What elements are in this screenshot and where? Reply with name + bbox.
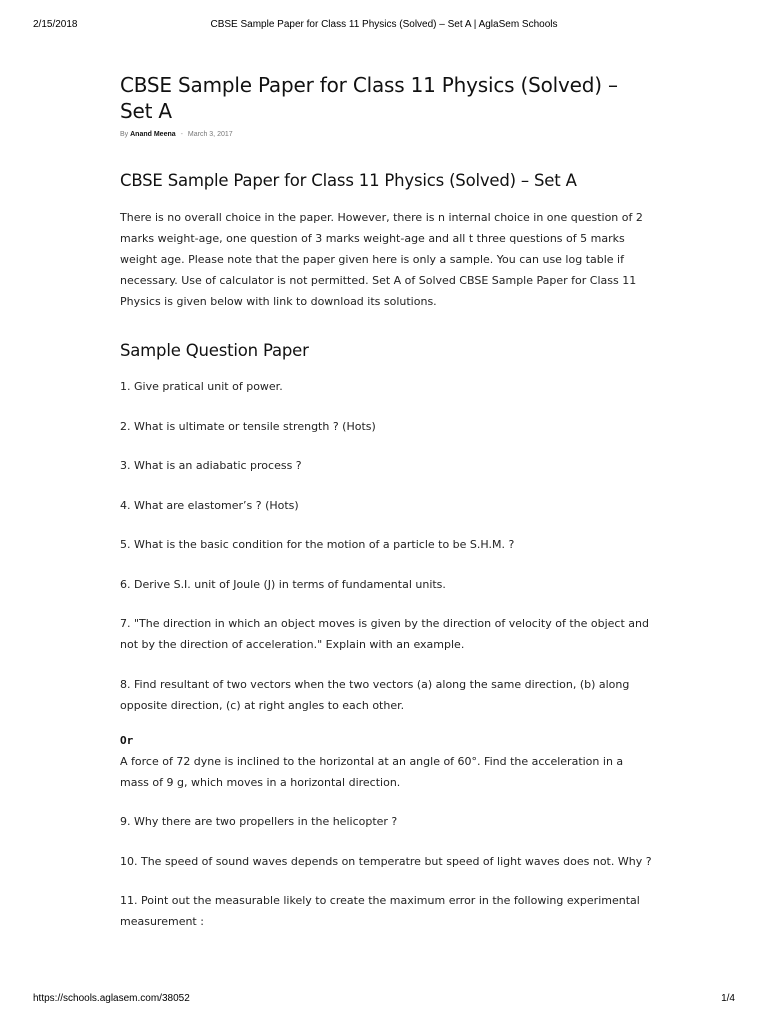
- publish-date: March 3, 2017: [187, 131, 233, 138]
- question-item: 4. What are elastomer’s ? (Hots): [120, 498, 299, 512]
- question-item: 5. What is the basic condition for the motion of a particle to be S.H.M. ?: [120, 538, 515, 551]
- intro-paragraph: There is no overall choice in the paper. However, there is n internal choice in one question of 2 marks weight-age, one question of 3 marks weight-age and all t three questions of 5 marks weight age. Please note that the paper given here is only a sample. You can use log table if necessary. Use of calculator is not permitted. Set A of Solved CBSE Sample Paper for Class 11 Physics is given below with link to download its solutions.: [120, 211, 643, 308]
- question-item: 11. Point out the measurable likely to create the maximum error in the following experimental measurement :: [120, 894, 640, 928]
- question-item: 1. Give pratical unit of power.: [120, 380, 283, 393]
- question-item: 2. What is ultimate or tensile strength ? (Hots): [120, 419, 376, 433]
- question-item: 10. The speed of sound waves depends on temperatre but speed of light waves does not. Why ?: [120, 854, 652, 868]
- question-item: 6. Derive S.I. unit of Joule (J) in terms of fundamental units.: [120, 577, 446, 591]
- question-item: 9. Why there are two propellers in the helicopter ?: [120, 815, 398, 828]
- question-item: 3. What is an adiabatic process ?: [120, 459, 302, 472]
- article-title: CBSE Sample Paper for Class 11 Physics (Solved) – Set A: [120, 73, 618, 123]
- page-number: 1/4: [721, 993, 735, 1004]
- question-item: 7. "The direction in which an object moves is given by the direction of velocity of the object and not by the direction of acceleration." Explain with an example.: [120, 617, 649, 651]
- article: [120, 72, 655, 932]
- print-date: 2/15/2018: [33, 19, 78, 30]
- or-label: Or: [120, 733, 134, 747]
- byline-separator: -: [180, 131, 183, 138]
- byline-prefix: By: [120, 131, 129, 138]
- alternative-question: A force of 72 dyne is inclined to the horizontal at an angle of 60°. Find the acceleration in a mass of 9 g, which moves in a horizontal direction.: [120, 754, 624, 789]
- sample-question-heading: Sample Question Paper: [120, 341, 309, 360]
- question-item: 8. Find resultant of two vectors when the two vectors (a) along the same direction, (b) along opposite direction, (c) at right angles to each other.: [120, 677, 630, 712]
- byline: [120, 131, 655, 138]
- print-page-title: CBSE Sample Paper for Class 11 Physics (Solved) – Set A | AglaSem Schools: [210, 19, 558, 30]
- intro-heading: CBSE Sample Paper for Class 11 Physics (Solved) – Set A: [120, 171, 577, 190]
- author-link[interactable]: Anand Meena: [130, 131, 176, 138]
- print-url: https://schools.aglasem.com/38052: [33, 993, 190, 1004]
